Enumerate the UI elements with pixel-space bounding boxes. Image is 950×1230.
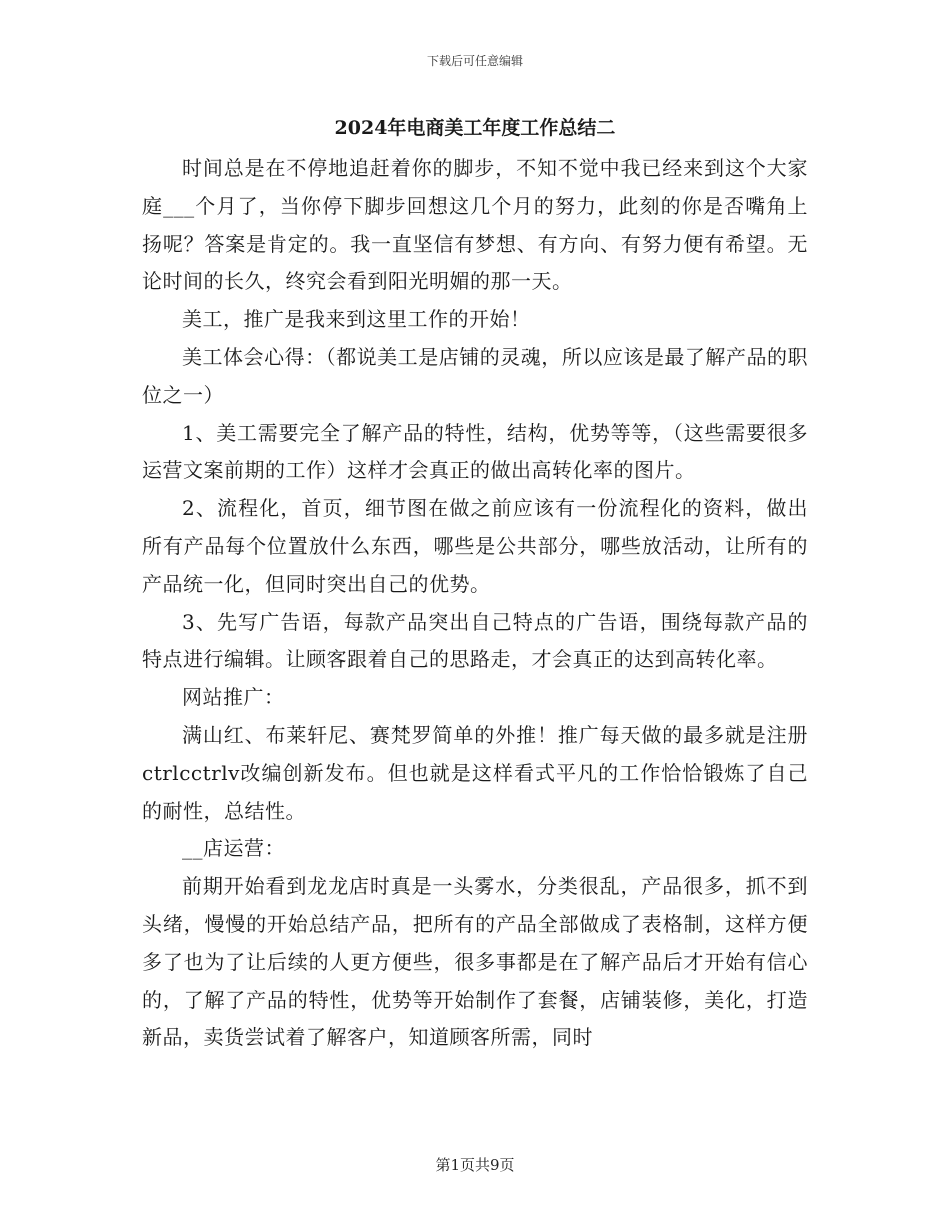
paragraph-store: 前期开始看到龙龙店时真是一头雾水，分类很乱，产品很多，抓不到头绪，慢慢的开始总结产品，把所有的产品全部做成了表格制，这样方便多了也为了让后续的人更方便些，很多事都是在了解产品后才开始有信心的，了解了产品的特性，优势等开始制作了套餐，店铺装修，美化，打造新品，卖货尝试着了解客户，知道顾客所需，同时 [142,874,808,1050]
paragraph-intro: 时间总是在不停地追赶着你的脚步，不知不觉中我已经来到这个大家庭___个月了，当你停下脚步回想这几个月的努力，此刻的你是否嘴角上扬呢？答案是肯定的。我一直坚信有梦想、有方向、有努力便有希望。无论时间的长久，终究会看到阳光明媚的那一天。 [142,156,808,294]
paragraph-design-heading: 美工体会心得：（都说美工是店铺的灵魂，所以应该是最了解产品的职位之一） [142,344,808,407]
document-body [142,150,808,1057]
document-title: 2024年电商美工年度工作总结二 [334,117,616,139]
paragraph-point-3: 3、先写广告语，每款产品突出自己特点的广告语，围绕每款产品的特点进行编辑。让顾客跟着自己的思路走，才会真正的达到高转化率。 [142,609,808,672]
header-note: 下载后可任意编辑 [426,54,523,68]
paragraph-start: 美工，推广是我来到这里工作的开始！ [182,307,531,332]
paragraph-point-1: 1、美工需要完全了解产品的特性，结构，优势等等，（这些需要很多运营文案前期的工作）这样才会真正的做出高转化率的图片。 [142,420,808,483]
paragraph-store-heading: __店运营： [182,836,285,861]
paragraph-point-2: 2、流程化，首页，细节图在做之前应该有一份流程化的资料，做出所有产品每个位置放什么东西，哪些是公共部分，哪些放活动，让所有的产品统一化，但同时突出自己的优势。 [142,496,808,596]
paragraph-promotion-heading: 网站推广： [182,685,285,710]
paragraph-promotion: 满山红、布莱轩尼、赛梵罗简单的外推！推广每天做的最多就是注册ctrlcctrlv改编创新发布。但也就是这样看式平凡的工作恰恰锻炼了自己的耐性，总结性。 [142,722,808,823]
page-number: 第1页共9页 [435,1156,515,1174]
